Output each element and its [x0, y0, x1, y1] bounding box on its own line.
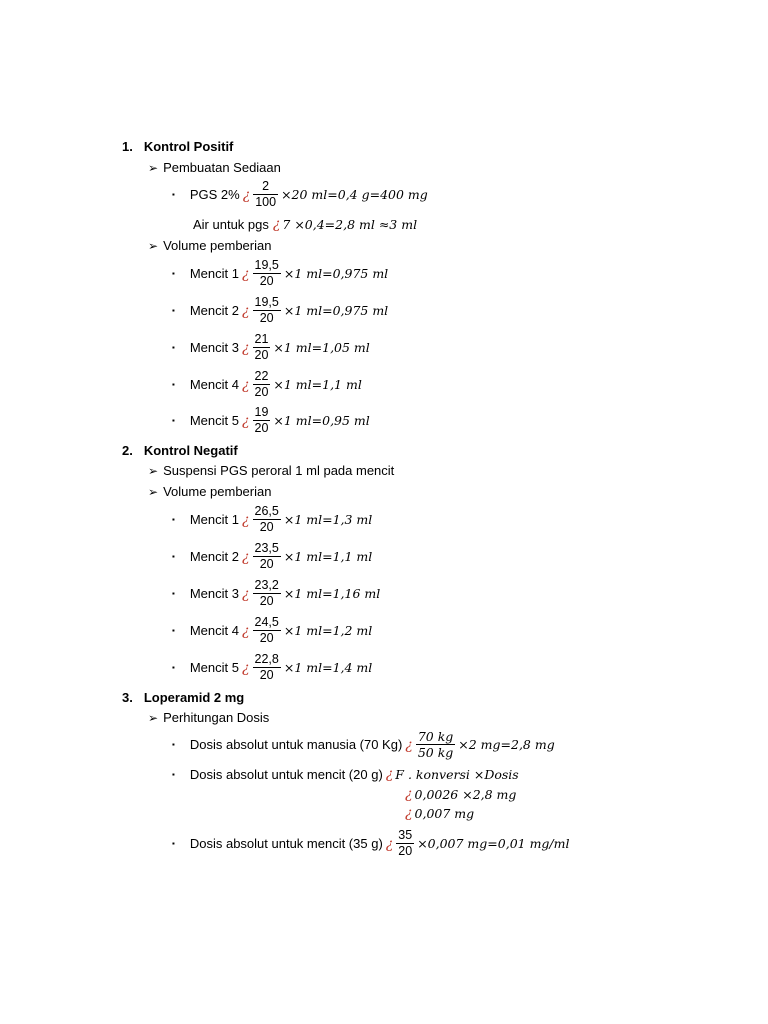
mencit-expression: ×1 ml=1,16 ml [283, 586, 381, 601]
fraction-numerator: 2 [253, 179, 278, 195]
mencit-label: Mencit 1 [189, 266, 239, 281]
fraction-numerator: 22 [254, 369, 269, 383]
fraction-numerator: 19,5 [254, 295, 279, 309]
square-bullet-icon: ▪ [172, 190, 175, 199]
arrow-bullet-icon: ➢ [148, 484, 159, 499]
return-symbol-icon: ¿ [241, 622, 250, 639]
mencit-fraction [253, 405, 271, 436]
fraction-denominator: 20 [398, 844, 413, 858]
return-symbol-icon: ¿ [241, 659, 250, 676]
mencit-label: Mencit 5 [189, 413, 239, 428]
fraction-denominator: 20 [259, 274, 274, 288]
dosis-manusia-label: Dosis absolut untuk manusia (70 Kg) [189, 737, 403, 752]
subheading-volume-2 [148, 484, 271, 499]
mencit-expression: ×1 ml=1,4 ml [283, 660, 373, 675]
fraction-denominator: 20 [259, 557, 274, 571]
square-bullet-icon: ▪ [172, 589, 175, 598]
square-bullet-icon: ▪ [172, 663, 175, 672]
dosis-mencit35-label: Dosis absolut untuk mencit (35 g) [189, 836, 383, 851]
fraction-denominator: 20 [259, 631, 274, 645]
square-bullet-icon: ▪ [172, 306, 175, 315]
subheading-suspensi [148, 463, 394, 478]
return-symbol-icon: ¿ [241, 585, 250, 602]
mencit-row [172, 541, 372, 572]
square-bullet-icon: ▪ [172, 626, 175, 635]
mencit-fraction [253, 578, 281, 609]
fraction-numerator: 23,2 [254, 578, 279, 592]
fraction-numerator: 22,8 [254, 652, 279, 666]
subheading-volume-1 [148, 238, 271, 253]
dosis-mencit20-expression-1: F . konversi ×Dosis [395, 766, 519, 782]
pgs-expression: ×20 ml=0,4 g=400 mg [281, 187, 428, 202]
mencit-fraction [253, 332, 271, 363]
mencit-label: Mencit 2 [189, 549, 239, 564]
return-symbol-icon: ¿ [241, 548, 250, 565]
section-number: 1. [122, 139, 133, 154]
mencit-label: Mencit 4 [189, 623, 239, 638]
return-symbol-icon: ¿ [405, 805, 413, 821]
square-bullet-icon: ▪ [172, 380, 175, 389]
mencit-expression: ×1 ml=0,95 ml [273, 413, 370, 428]
pgs-line [172, 179, 428, 210]
mencit-row [172, 332, 370, 363]
subheading-perhitungan [148, 710, 269, 725]
fraction-denominator: 50 kg [417, 745, 454, 760]
fraction-denominator: 100 [255, 195, 277, 209]
mencit-fraction [253, 369, 271, 400]
mencit-label: Mencit 5 [189, 660, 239, 675]
subheading-label: Pembuatan Sediaan [163, 160, 281, 175]
mencit-fraction [253, 258, 281, 289]
mencit-label: Mencit 1 [189, 512, 239, 527]
arrow-bullet-icon: ➢ [148, 463, 159, 478]
mencit-label: Mencit 2 [189, 303, 239, 318]
air-line [193, 216, 417, 232]
section-3-heading [122, 690, 244, 705]
mencit-expression: ×1 ml=1,3 ml [283, 512, 373, 527]
mencit-label: Mencit 3 [189, 340, 239, 355]
square-bullet-icon: ▪ [172, 416, 175, 425]
fraction-numerator: 19,5 [254, 258, 279, 272]
fraction-numerator: 23,5 [254, 541, 279, 555]
arrow-bullet-icon: ➢ [148, 710, 159, 725]
fraction-numerator: 24,5 [254, 615, 279, 629]
pgs-fraction [253, 179, 278, 210]
arrow-bullet-icon: ➢ [148, 160, 159, 175]
square-bullet-icon: ▪ [172, 839, 175, 848]
mencit-fraction [253, 541, 281, 572]
fraction-numerator: 70 kg [417, 729, 454, 744]
return-symbol-icon: ¿ [242, 186, 251, 203]
return-symbol-icon: ¿ [241, 511, 250, 528]
mencit-fraction [253, 504, 281, 535]
fraction-numerator: 19 [254, 405, 269, 419]
dosis-mencit35-expression: ×0,007 mg=0,01 mg/ml [417, 836, 570, 851]
mencit-expression: ×1 ml=0,975 ml [283, 303, 389, 318]
fraction-denominator: 20 [259, 594, 274, 608]
section-number: 3. [122, 690, 133, 705]
dosis-manusia-fraction [416, 729, 455, 760]
dosis-mencit20-line [172, 766, 519, 782]
return-symbol-icon: ¿ [405, 736, 413, 753]
square-bullet-icon: ▪ [172, 515, 175, 524]
dosis-mencit35-line [172, 828, 570, 859]
section-title: Loperamid 2 mg [143, 690, 245, 705]
subheading-label: Perhitungan Dosis [163, 710, 270, 725]
fraction-numerator: 35 [398, 828, 413, 842]
return-symbol-icon: ¿ [405, 786, 413, 802]
mencit-expression: ×1 ml=1,05 ml [273, 340, 370, 355]
mencit-expression: ×1 ml=1,1 ml [273, 377, 362, 392]
dosis-mencit20-line2 [405, 786, 516, 802]
air-label: Air untuk pgs [193, 216, 269, 232]
section-number: 2. [122, 443, 133, 458]
return-symbol-icon: ¿ [241, 265, 250, 282]
mencit-fraction [253, 652, 281, 683]
subheading-label: Volume pemberian [163, 238, 272, 253]
square-bullet-icon: ▪ [172, 343, 175, 352]
mencit-fraction [253, 615, 281, 646]
dosis-mencit20-expression-3: 0,007 mg [414, 805, 475, 821]
dosis-manusia-line [172, 729, 555, 760]
mencit-expression: ×1 ml=1,1 ml [283, 549, 373, 564]
mencit-label: Mencit 4 [189, 377, 239, 392]
mencit-row [172, 578, 380, 609]
mencit-row [172, 504, 372, 535]
return-symbol-icon: ¿ [241, 339, 250, 356]
section-title: Kontrol Positif [143, 139, 234, 154]
arrow-bullet-icon: ➢ [148, 238, 159, 253]
section-1-heading [122, 139, 233, 154]
mencit-row [172, 369, 362, 400]
return-symbol-icon: ¿ [241, 302, 250, 319]
subheading-pembuatan [148, 160, 281, 175]
mencit-fraction [253, 295, 281, 326]
mencit-label: Mencit 3 [189, 586, 239, 601]
air-expression: 7 ×0,4=2,8 ml ≈3 ml [282, 216, 418, 232]
return-symbol-icon: ¿ [272, 216, 281, 232]
fraction-denominator: 20 [259, 668, 274, 682]
square-bullet-icon: ▪ [172, 552, 175, 561]
dosis-manusia-expression: ×2 mg=2,8 mg [458, 737, 555, 752]
square-bullet-icon: ▪ [172, 740, 175, 749]
square-bullet-icon: ▪ [172, 769, 175, 779]
fraction-denominator: 20 [259, 520, 274, 534]
subheading-label: Suspensi PGS peroral 1 ml pada mencit [163, 463, 395, 478]
fraction-denominator: 20 [254, 348, 269, 362]
fraction-denominator: 20 [254, 385, 269, 399]
mencit-row [172, 295, 388, 326]
mencit-expression: ×1 ml=1,2 ml [283, 623, 373, 638]
square-bullet-icon: ▪ [172, 269, 175, 278]
dosis-mencit20-label: Dosis absolut untuk mencit (20 g) [189, 766, 383, 782]
mencit-row [172, 405, 370, 436]
dosis-mencit35-fraction [396, 828, 414, 859]
mencit-row [172, 258, 388, 289]
pgs-label: PGS 2% [189, 187, 240, 202]
return-symbol-icon: ¿ [241, 412, 250, 429]
mencit-row [172, 652, 372, 683]
section-2-heading [122, 443, 238, 458]
subheading-label: Volume pemberian [163, 484, 272, 499]
return-symbol-icon: ¿ [241, 376, 250, 393]
mencit-expression: ×1 ml=0,975 ml [283, 266, 389, 281]
fraction-numerator: 26,5 [254, 504, 279, 518]
mencit-row [172, 615, 372, 646]
dosis-mencit20-line3 [405, 805, 474, 821]
return-symbol-icon: ¿ [385, 766, 394, 782]
fraction-denominator: 20 [259, 311, 274, 325]
section-title: Kontrol Negatif [143, 443, 238, 458]
fraction-denominator: 20 [254, 421, 269, 435]
return-symbol-icon: ¿ [385, 835, 394, 852]
dosis-mencit20-expression-2: 0,0026 ×2,8 mg [414, 786, 517, 802]
fraction-numerator: 21 [254, 332, 269, 346]
